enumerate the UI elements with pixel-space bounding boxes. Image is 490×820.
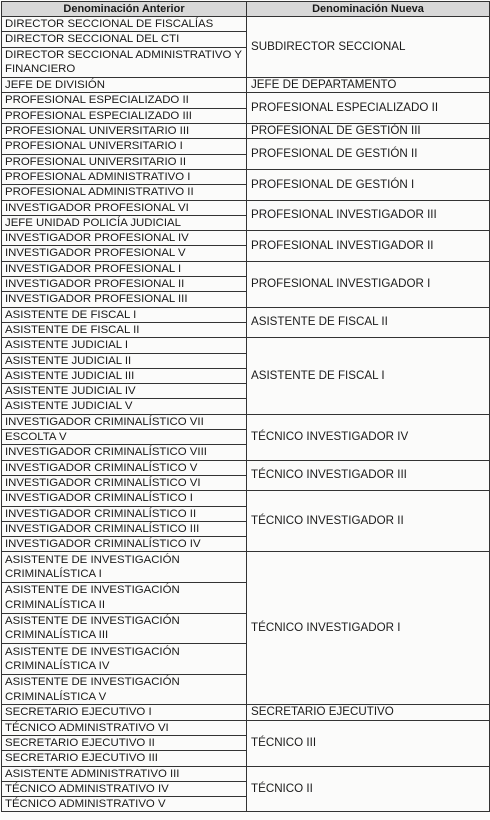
new-denomination-cell: PROFESIONAL ESPECIALIZADO II (247, 93, 490, 124)
new-denomination-cell: PROFESIONAL DE GESTIÓN II (247, 139, 490, 170)
old-denomination-cell: INVESTIGADOR CRIMINALÍSTICO VIII (2, 445, 247, 460)
table-row (2, 705, 490, 720)
table-row (2, 93, 490, 108)
old-denomination-cell: TÉCNICO ADMINISTRATIVO V (2, 797, 247, 812)
old-denomination-cell: INVESTIGADOR CRIMINALÍSTICO VI (2, 475, 247, 490)
table-row (2, 491, 490, 506)
table-row (2, 460, 490, 475)
header-row (2, 2, 490, 17)
old-denomination-cell: INVESTIGADOR PROFESIONAL II (2, 277, 247, 292)
new-denomination-cell: TÉCNICO INVESTIGADOR I (247, 552, 490, 705)
new-denomination-cell: SUBDIRECTOR SECCIONAL (247, 17, 490, 78)
table-row (2, 338, 490, 353)
old-denomination-cell: ESCOLTA V (2, 430, 247, 445)
old-denomination-cell: INVESTIGADOR CRIMINALÍSTICO III (2, 521, 247, 536)
table-row (2, 124, 490, 139)
table-row (2, 261, 490, 276)
old-denomination-cell: INVESTIGADOR CRIMINALÍSTICO IV (2, 537, 247, 552)
table-row (2, 307, 490, 322)
old-denomination-cell: INVESTIGADOR CRIMINALÍSTICO V (2, 460, 247, 475)
old-denomination-cell: ASISTENTE DE FISCAL II (2, 322, 247, 337)
old-denomination-cell: TÉCNICO ADMINISTRATIVO VI (2, 720, 247, 735)
old-denomination-cell: PROFESIONAL ADMINISTRATIVO I (2, 169, 247, 184)
new-denomination-cell: TÉCNICO INVESTIGADOR II (247, 491, 490, 552)
old-denomination-cell: ASISTENTE JUDICIAL III (2, 368, 247, 383)
new-denomination-cell: ASISTENTE DE FISCAL II (247, 307, 490, 338)
table-row (2, 200, 490, 215)
new-denomination-cell: PROFESIONAL DE GESTIÓN III (247, 124, 490, 139)
new-denomination-cell: TÉCNICO II (247, 766, 490, 812)
old-denomination-cell: SECRETARIO EJECUTIVO I (2, 705, 247, 720)
new-denomination-cell: JEFE DE DEPARTAMENTO (247, 78, 490, 93)
old-denomination-cell: PROFESIONAL UNIVERSITARIO I (2, 139, 247, 154)
old-denomination-cell: INVESTIGADOR PROFESIONAL III (2, 292, 247, 307)
old-denomination-cell: ASISTENTE JUDICIAL V (2, 399, 247, 414)
table-row (2, 766, 490, 781)
old-denomination-cell: TÉCNICO ADMINISTRATIVO IV (2, 781, 247, 796)
old-denomination-cell: SECRETARIO EJECUTIVO III (2, 751, 247, 766)
old-denomination-cell: ASISTENTE JUDICIAL II (2, 353, 247, 368)
header-new-denomination: Denominación Nueva (247, 2, 490, 17)
old-denomination-cell: JEFE UNIDAD POLICÍA JUDICIAL (2, 215, 247, 230)
old-denomination-cell: ASISTENTE DE INVESTIGACIÓN CRIMINALÍSTICA IV (2, 644, 247, 675)
table-row (2, 552, 490, 583)
old-denomination-cell: DIRECTOR SECCIONAL DE FISCALÍAS (2, 17, 247, 32)
old-denomination-cell: INVESTIGADOR CRIMINALÍSTICO II (2, 506, 247, 521)
table-row (2, 169, 490, 184)
table-row (2, 414, 490, 429)
old-denomination-cell: ASISTENTE DE FISCAL I (2, 307, 247, 322)
new-denomination-cell: ASISTENTE DE FISCAL I (247, 338, 490, 414)
old-denomination-cell: INVESTIGADOR PROFESIONAL I (2, 261, 247, 276)
old-denomination-cell: INVESTIGADOR CRIMINALÍSTICO I (2, 491, 247, 506)
old-denomination-cell: ASISTENTE DE INVESTIGACIÓN CRIMINALÍSTICA V (2, 674, 247, 705)
old-denomination-cell: INVESTIGADOR PROFESIONAL IV (2, 231, 247, 246)
old-denomination-cell: INVESTIGADOR PROFESIONAL VI (2, 200, 247, 215)
new-denomination-cell: PROFESIONAL INVESTIGADOR II (247, 231, 490, 262)
old-denomination-cell: ASISTENTE DE INVESTIGACIÓN CRIMINALÍSTICA II (2, 582, 247, 613)
old-denomination-cell: INVESTIGADOR CRIMINALÍSTICO VII (2, 414, 247, 429)
table-row (2, 17, 490, 32)
table-row (2, 78, 490, 93)
new-denomination-cell: TÉCNICO III (247, 720, 490, 766)
old-denomination-cell: ASISTENTE ADMINISTRATIVO III (2, 766, 247, 781)
equivalence-table (1, 1, 490, 812)
table-row (2, 231, 490, 246)
old-denomination-cell: JEFE DE DIVISIÓN (2, 78, 247, 93)
old-denomination-cell: DIRECTOR SECCIONAL ADMINISTRATIVO Y FINANCIERO (2, 47, 247, 78)
old-denomination-cell: ASISTENTE JUDICIAL IV (2, 384, 247, 399)
new-denomination-cell: TÉCNICO INVESTIGADOR IV (247, 414, 490, 460)
old-denomination-cell: PROFESIONAL UNIVERSITARIO II (2, 154, 247, 169)
table-body (2, 17, 490, 812)
new-denomination-cell: PROFESIONAL DE GESTIÓN I (247, 169, 490, 200)
old-denomination-cell: DIRECTOR SECCIONAL DEL CTI (2, 32, 247, 47)
old-denomination-cell: INVESTIGADOR PROFESIONAL V (2, 246, 247, 261)
table-row (2, 720, 490, 735)
new-denomination-cell: SECRETARIO EJECUTIVO (247, 705, 490, 720)
old-denomination-cell: PROFESIONAL UNIVERSITARIO III (2, 124, 247, 139)
old-denomination-cell: ASISTENTE JUDICIAL I (2, 338, 247, 353)
new-denomination-cell: PROFESIONAL INVESTIGADOR III (247, 200, 490, 231)
new-denomination-cell: PROFESIONAL INVESTIGADOR I (247, 261, 490, 307)
old-denomination-cell: SECRETARIO EJECUTIVO II (2, 735, 247, 750)
old-denomination-cell: PROFESIONAL ESPECIALIZADO III (2, 108, 247, 123)
old-denomination-cell: PROFESIONAL ADMINISTRATIVO II (2, 185, 247, 200)
header-old-denomination: Denominación Anterior (2, 2, 247, 17)
old-denomination-cell: PROFESIONAL ESPECIALIZADO II (2, 93, 247, 108)
old-denomination-cell: ASISTENTE DE INVESTIGACIÓN CRIMINALÍSTICA I (2, 552, 247, 583)
new-denomination-cell: TÉCNICO INVESTIGADOR III (247, 460, 490, 491)
old-denomination-cell: ASISTENTE DE INVESTIGACIÓN CRIMINALÍSTICA III (2, 613, 247, 644)
table-row (2, 139, 490, 154)
